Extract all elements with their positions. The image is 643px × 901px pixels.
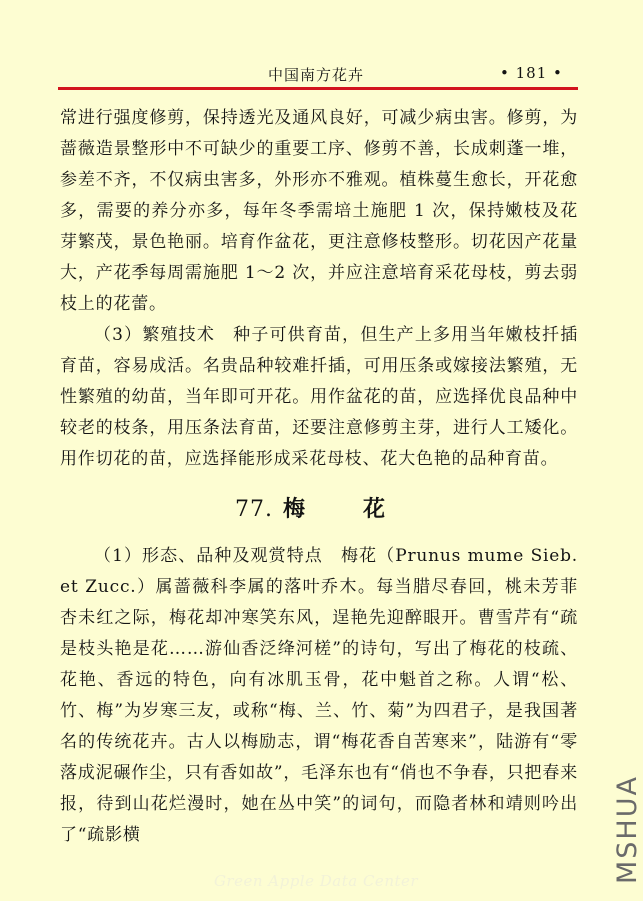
paragraph-pruning-continued: 常进行强度修剪，保持透光及通风良好，可减少病虫害。修剪，为蔷薇造景整形中不可缺少的重要工序、修剪不善，长成刺蓬一堆，参差不齐，不仅病虫害多，外形亦不雅观。植株蔓生愈长，开花愈多，需要的养分亦多，每年冬季需培土施肥 1 次，保持嫩枝及花芽繁茂，景色艳丽。培育作盆花，更注意修枝整形。切花因产花量大，产花季每周需施肥 1～2 次，并应注意培育采花母枝，剪去弱枝上的花蕾。 xyxy=(60,108,578,314)
body-text xyxy=(60,103,578,851)
paragraph-propagation: （3）繁殖技术 种子可供育苗，但生产上多用当年嫩枝扦插育苗，容易成活。名贵品种较难扦插，可用压条或嫁接法繁殖，无性繁殖的幼苗，当年即可开花。用作盆花的苗，应选择优良品种中较老的枝条，用压条法育苗，还要注意修剪主芽，进行人工矮化。用作切花的苗，应选择能形成采花母枝、花大色艳的品种育苗。 xyxy=(60,325,578,469)
header-rule xyxy=(58,87,578,90)
paragraph-plum-morphology: （1）形态、品种及观赏特点 梅花（Prunus mume Sieb. et Zucc.）属蔷薇科李属的落叶乔木。每当腊尽春回，桃未芳菲杏未红之际，梅花却冲寒笑东风，逞艳先迎醉眼开。曹雪芹有“疏是枝头艳是花……游仙香泛绛河槎”的诗句，写出了梅花的枝疏、花艳、香远的特色，向有冰肌玉骨，花中魁首之称。人谓“松、竹、梅”为岁寒三友，或称“梅、兰、竹、菊”为四君子，是我国著名的传统花卉。古人以梅励志，谓“梅花香自苦寒来”，陆游有“零落成泥碾作尘，只有香如故”，毛泽东也有“俏也不争春，只把春来报，待到山花烂漫时，她在丛中笑”的词句，而隐者林和靖则吟出了“疏影横 xyxy=(60,546,578,845)
page-number: • 181 • xyxy=(500,64,563,82)
watermark-bottom: Green Apple Data Center xyxy=(213,872,419,890)
section-title: 梅 花 xyxy=(282,496,403,522)
section-number: 77. xyxy=(234,497,273,522)
running-title: 中国南方花卉 xyxy=(267,66,364,84)
watermark-side: MSHUA xyxy=(612,775,643,884)
section-heading xyxy=(60,479,578,539)
